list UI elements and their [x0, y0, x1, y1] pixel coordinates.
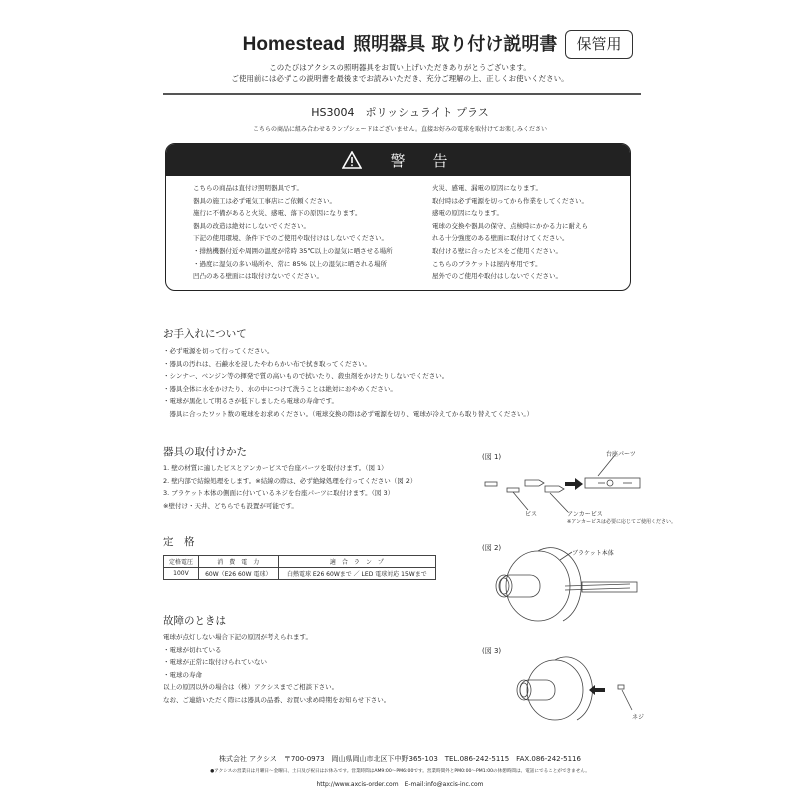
spec-table	[163, 555, 436, 580]
warning-line: 下記の使用環境、条件下でのご使用や取付けはしないでください。	[193, 234, 388, 243]
warning-line: 施行に不備があると火災、感電、落下の原因になります。	[193, 209, 362, 218]
warning-line: れる十分強度のある壁面に取付けてください。	[432, 234, 569, 243]
warning-line: こちらの商品は直付け照明器具です。	[193, 184, 303, 192]
warning-line: 器具の改造は絶対にしないでください。	[193, 221, 310, 230]
intro-line-1: このたびはアクシスの照明器具をお買い上げいただきありがとうございます。	[269, 63, 531, 72]
warning-right-column	[432, 182, 588, 283]
trouble-title: 故障のときは	[163, 615, 226, 627]
anchor-icon	[545, 486, 564, 492]
trouble-item: ・電球が正常に取付けられていない	[163, 658, 267, 666]
spec-cell: 60W（E26 60W 電球）	[198, 568, 278, 580]
trouble-item: なお、ご連絡いただく際には器具の品番、お買い求め時期をお知らせ下さい。	[163, 695, 391, 704]
title-text: 照明器具 取り付け説明書	[353, 34, 558, 55]
arrow-icon	[589, 685, 605, 695]
brand-name: Homestead	[242, 34, 346, 55]
spec-header: 適 合 ラ ン プ	[278, 556, 435, 568]
footer-company: 株式会社 アクシス 〒700-0973 岡山県岡山市北区下中野365-103 TEL.086-242-5115 FAX.086-242-5116	[219, 755, 581, 763]
warning-line: 取付時は必ず電源を切ってから作業をしてください。	[432, 196, 588, 205]
warning-line: 火災、感電、漏電の原因になります。	[432, 184, 542, 192]
warning-box	[165, 143, 631, 291]
warning-line: 屋外でのご使用や取付はしないでください。	[432, 272, 562, 281]
fig3-label: (図 3)	[482, 647, 502, 655]
figure-3-illustration	[470, 645, 690, 725]
install-step: 1. 壁の材質に適したビスとアンカービスで台座パーツを取付けます。（図 1）	[163, 464, 388, 472]
care-item: ・器具の汚れは、石鹸水を浸したやわらかい布で拭き取ってください。	[163, 359, 371, 368]
care-list	[163, 345, 533, 420]
warning-line: ・過度に湿気の多い場所や、常に 85% 以上の湿気に晒される場所	[193, 259, 387, 268]
anchor-icon	[525, 480, 544, 486]
model-title: HS3004 ポリッシュライト プラス	[311, 106, 489, 119]
keep-badge: 保管用	[565, 30, 633, 59]
warning-line: 器具の施工は必ず電気工事店にご依頼ください。	[193, 196, 336, 205]
figure-1-illustration	[470, 440, 690, 540]
care-title: お手入れについて	[163, 328, 247, 340]
warning-line: 取付ける壁に合ったビスをご使用ください。	[432, 246, 562, 255]
intro-line-2: ご使用前には必ずこの説明書を最後までお読みいただき、充分ご理解の上、正しくお使いください。	[231, 74, 569, 83]
footer-hours: ●アクシスの営業日は月曜日～金曜日、土日及び祝日はお休みです。営業時間はAM9:00～PM6:00です。営業時間外とPM0:00～PM1:00の休憩時間は、電話にでることができません。	[210, 769, 590, 774]
figure-2-illustration	[470, 540, 690, 630]
install-title: 器具の取付けかた	[163, 446, 247, 458]
trouble-item: 電球が点灯しない場合下記の原因が考えられます。	[163, 633, 312, 641]
warning-title: 警 告	[390, 151, 454, 170]
install-step: 3. ブラケット本体の側面に付いているネジを台座パーツに取付けます。（図 3）	[163, 489, 395, 497]
document-title	[0, 30, 800, 56]
fig1-base-label: 台座パーツ	[606, 451, 636, 458]
fig1-anchor-label: アンカービス	[567, 511, 603, 518]
warning-header	[166, 144, 630, 176]
spec-header: 消 費 電 力	[198, 556, 278, 568]
fig1-screw-label: ビス	[525, 511, 538, 518]
fig2-body-label: ブラケット本体	[572, 550, 614, 557]
fig3-screw-label: ネジ	[632, 714, 645, 721]
warning-line: ・排熱機器付近や周囲の温度が常時 35℃以上の湿気に晒させる場所	[193, 246, 393, 255]
trouble-item: 以上の原因以外の場合は（株）アクシスまでご相談下さい。	[163, 683, 339, 691]
product-note: こちらの商品に組み合わせるランプシェードはございません。直接お好みの電球を取付けてお楽しみください	[252, 126, 547, 133]
install-step: ※壁付け・天井、どちらでも設置が可能です。	[163, 501, 298, 510]
warning-line: こちらのブラケットは屋内専用です。	[432, 259, 542, 268]
warning-left-column	[193, 182, 393, 283]
arrow-icon	[565, 478, 583, 490]
warning-icon	[342, 151, 362, 169]
warning-line: 感電の原因になります。	[432, 209, 503, 218]
fig2-label: (図 2)	[482, 544, 502, 552]
care-item: ・電球が黒化して明るさが低下しましたら電球の寿命です。	[163, 397, 338, 405]
care-item: ・器具全体に水をかけたり、水の中につけて洗うことは絶対におやめください。	[163, 384, 397, 393]
screw-icon	[485, 482, 497, 486]
footer-web: http://www.axcis-order.com E-mail:info@axcis-inc.com	[316, 781, 484, 788]
trouble-list	[163, 631, 390, 706]
spec-title: 定 格	[163, 536, 195, 548]
trouble-item: ・電球が切れている	[163, 645, 222, 654]
divider	[163, 93, 641, 95]
care-item: ・シンナー、ベンジン等の揮発で質の高いもので拭いたり、殺虫剤をかけたりしないでください。	[163, 372, 449, 380]
spec-cell: 100V	[164, 568, 199, 580]
install-list	[163, 462, 416, 512]
fig1-label: (図 1)	[482, 453, 502, 461]
install-step: 2. 壁内部で結線処理をします。※結線の際は、必ず絶縁処理を行ってください（図 2）	[163, 476, 417, 485]
spec-cell: 白熱電球 E26 60Wまで ／ LED 電球対応 15Wまで	[278, 568, 435, 580]
spec-header: 定格電圧	[164, 556, 199, 568]
trouble-item: ・電球の寿命	[163, 670, 202, 679]
fig1-anchor-note: ※アンカービスは必要に応じてご使用ください。	[567, 519, 676, 525]
screw-icon	[507, 488, 519, 492]
care-item: ・必ず電源を切って行ってください。	[163, 347, 274, 355]
warning-line: 凹凸のある壁面には取付けないでください。	[193, 272, 323, 281]
care-item: 器具に合ったワット数の電球をお求めください。（電球交換の際は必ず電源を切り、電球が冷えてから取り替えてください。）	[163, 409, 534, 418]
warning-line: 電球の交換や器具の保守、点検時にかかる力に耐えら	[432, 221, 588, 230]
screw-icon	[618, 685, 624, 689]
